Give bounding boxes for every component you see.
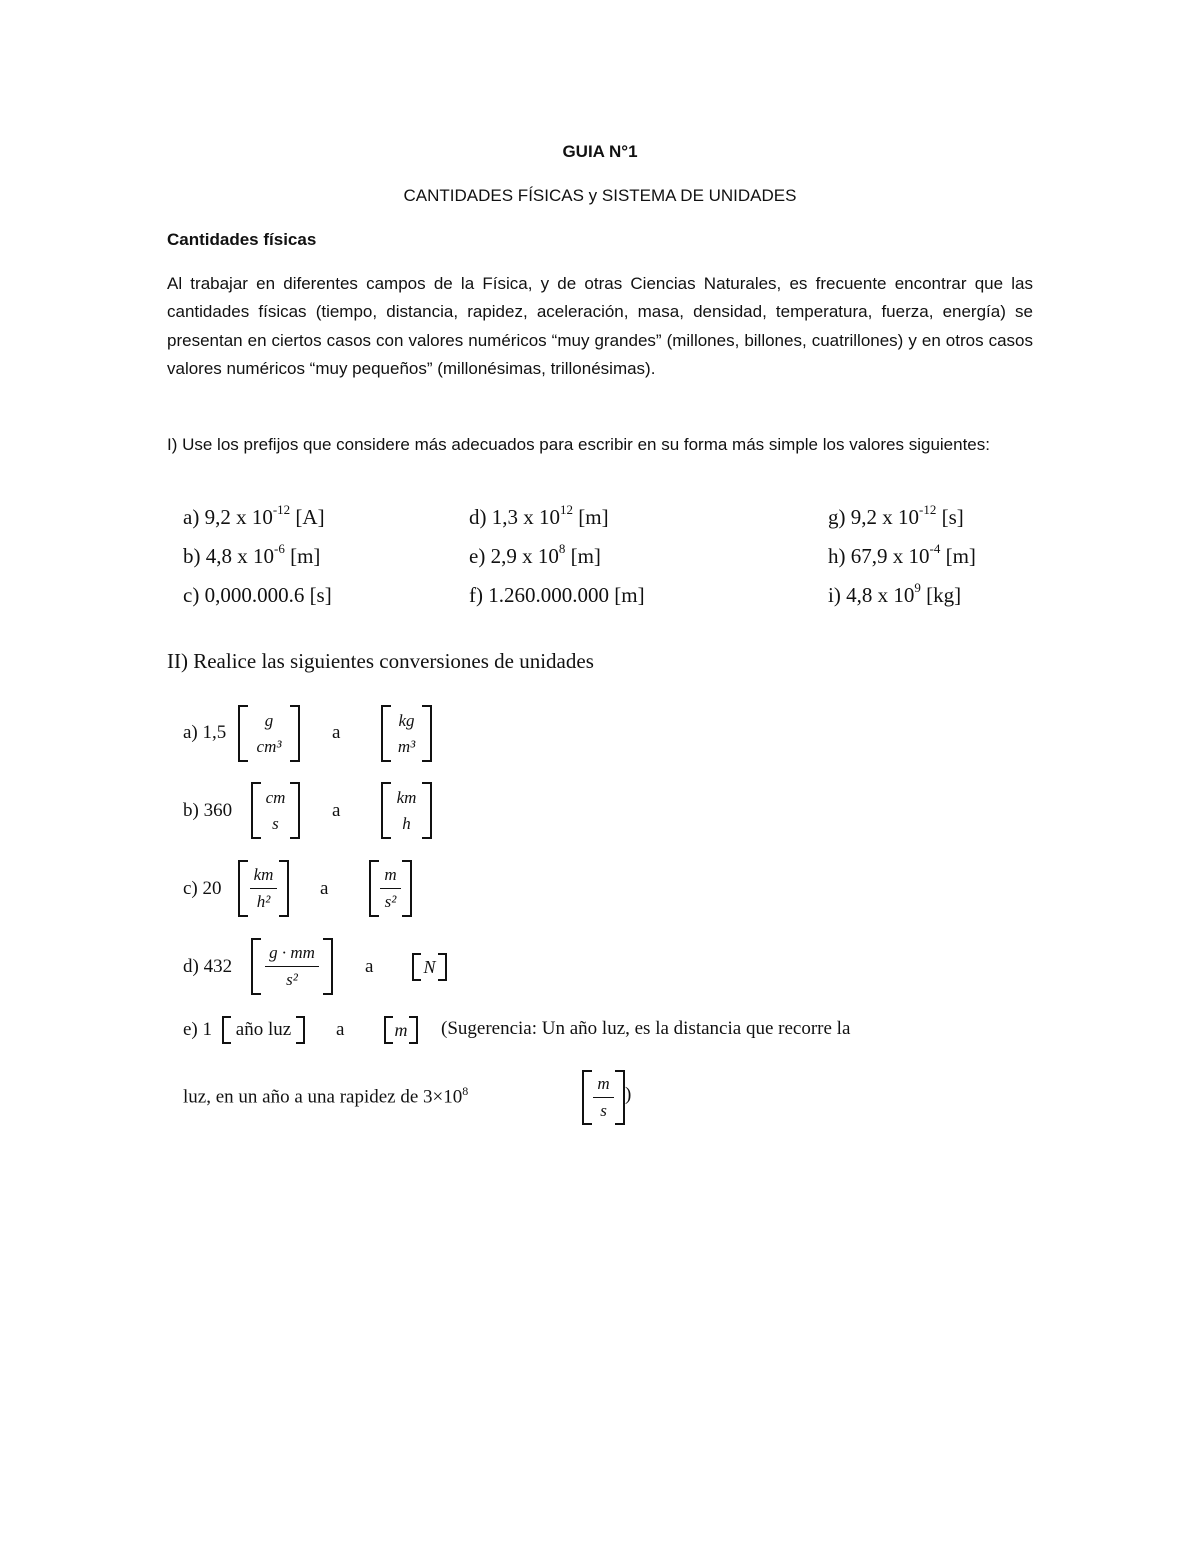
page-title: GUIA N°1 <box>562 142 638 161</box>
part2-item-e-word: a <box>336 1019 345 1040</box>
part2-item-e-from-bracket: año luz <box>222 1016 305 1044</box>
part1-item-i: i) 4,8 x $10^9$ [kg] <box>828 580 962 607</box>
part2-item-a-word: a <box>332 722 341 743</box>
part2-item-b-label: b) 360 <box>183 800 233 821</box>
page-subtitle: CANTIDADES FÍSICAS y SISTEMA DE UNIDADES <box>403 186 797 205</box>
part1-item-e: e) 2,9 x $10^8$ [m] <box>469 541 601 568</box>
part2-item-b-to-bracket: km h <box>381 782 432 839</box>
section-heading: Cantidades físicas <box>167 230 317 249</box>
part2-item-d-to-bracket: N <box>412 953 447 981</box>
part2-item-d-label: d) 432 <box>183 956 233 977</box>
part2-item-d-from-bracket: $\frac{g \cdot mm}{\text{s²}}$ <box>251 938 333 995</box>
part2-item-d-word: a <box>365 956 374 977</box>
part1-item-b: b) 4,8 x $10^{-6}$ [m] <box>183 541 321 568</box>
hint-line-1: (Sugerencia: Un año luz, es la distancia que recorre la <box>441 1018 851 1039</box>
part2-item-c-label: c) 20 <box>183 878 222 899</box>
part2-item-a-label: a) 1,5 <box>183 722 227 743</box>
part1-item-a: a) 9,2 x $10^{-12}$ [A] <box>183 502 325 529</box>
part2-item-c-word: a <box>320 878 329 899</box>
part2-item-e-to-bracket: m <box>384 1016 418 1044</box>
part2-item-b-word: a <box>332 800 341 821</box>
part2-item-c-to-bracket: $\frac{m}{\text{s²}}$ <box>369 860 412 917</box>
part2-item-e-label: e) 1 <box>183 1019 213 1040</box>
part2-item-c-from-bracket: $\frac{km}{\text{h²}}$ <box>238 860 289 917</box>
part1-item-f: f) 1.260.000.000 [m] <box>469 583 645 607</box>
part1-prompt: I) Use los prefijos que considere más adecuados para escribir en su forma más simple los valores siguientes: <box>167 435 990 454</box>
part1-item-g: g) 9,2 x $10^{-12}$ [s] <box>828 502 964 529</box>
part2-item-a-from-bracket: g cm³ <box>238 705 300 762</box>
part1-item-h: h) 67,9 x $10^{-4}$ [m] <box>828 541 976 568</box>
part2-item-b-from-bracket: cm s <box>251 782 300 839</box>
hint-unit-bracket: $\frac{m}{s}$ <box>582 1070 625 1125</box>
hint-close: ) <box>625 1084 632 1105</box>
part1-item-c: c) 0,000.000.6 [s] <box>183 583 332 607</box>
part1-item-d: d) 1,3 x $10^{12}$ [m] <box>469 502 609 529</box>
intro-paragraph: Al trabajar en diferentes campos de la Física, y de otras Ciencias Naturales, es frecuente encontrar que las cantidades físicas (tiempo, distancia, rapidez, aceleración, masa, densidad, temperatura, fuerza, energía) se presentan en ciertos casos con valores numéricos “muy grandes” (millones, billones, cuatrillones) y en otros casos valores numéricos “muy pequeños” (millonésimas, trillonésimas). <box>167 274 1033 378</box>
part2-item-a-to-bracket: kg m³ <box>381 705 432 762</box>
hint-line-2: luz, en un año a una rapidez de $3\times 10^8$ <box>183 1084 469 1108</box>
part2-prompt: II) Realice las siguientes conversiones de unidades <box>167 649 594 673</box>
